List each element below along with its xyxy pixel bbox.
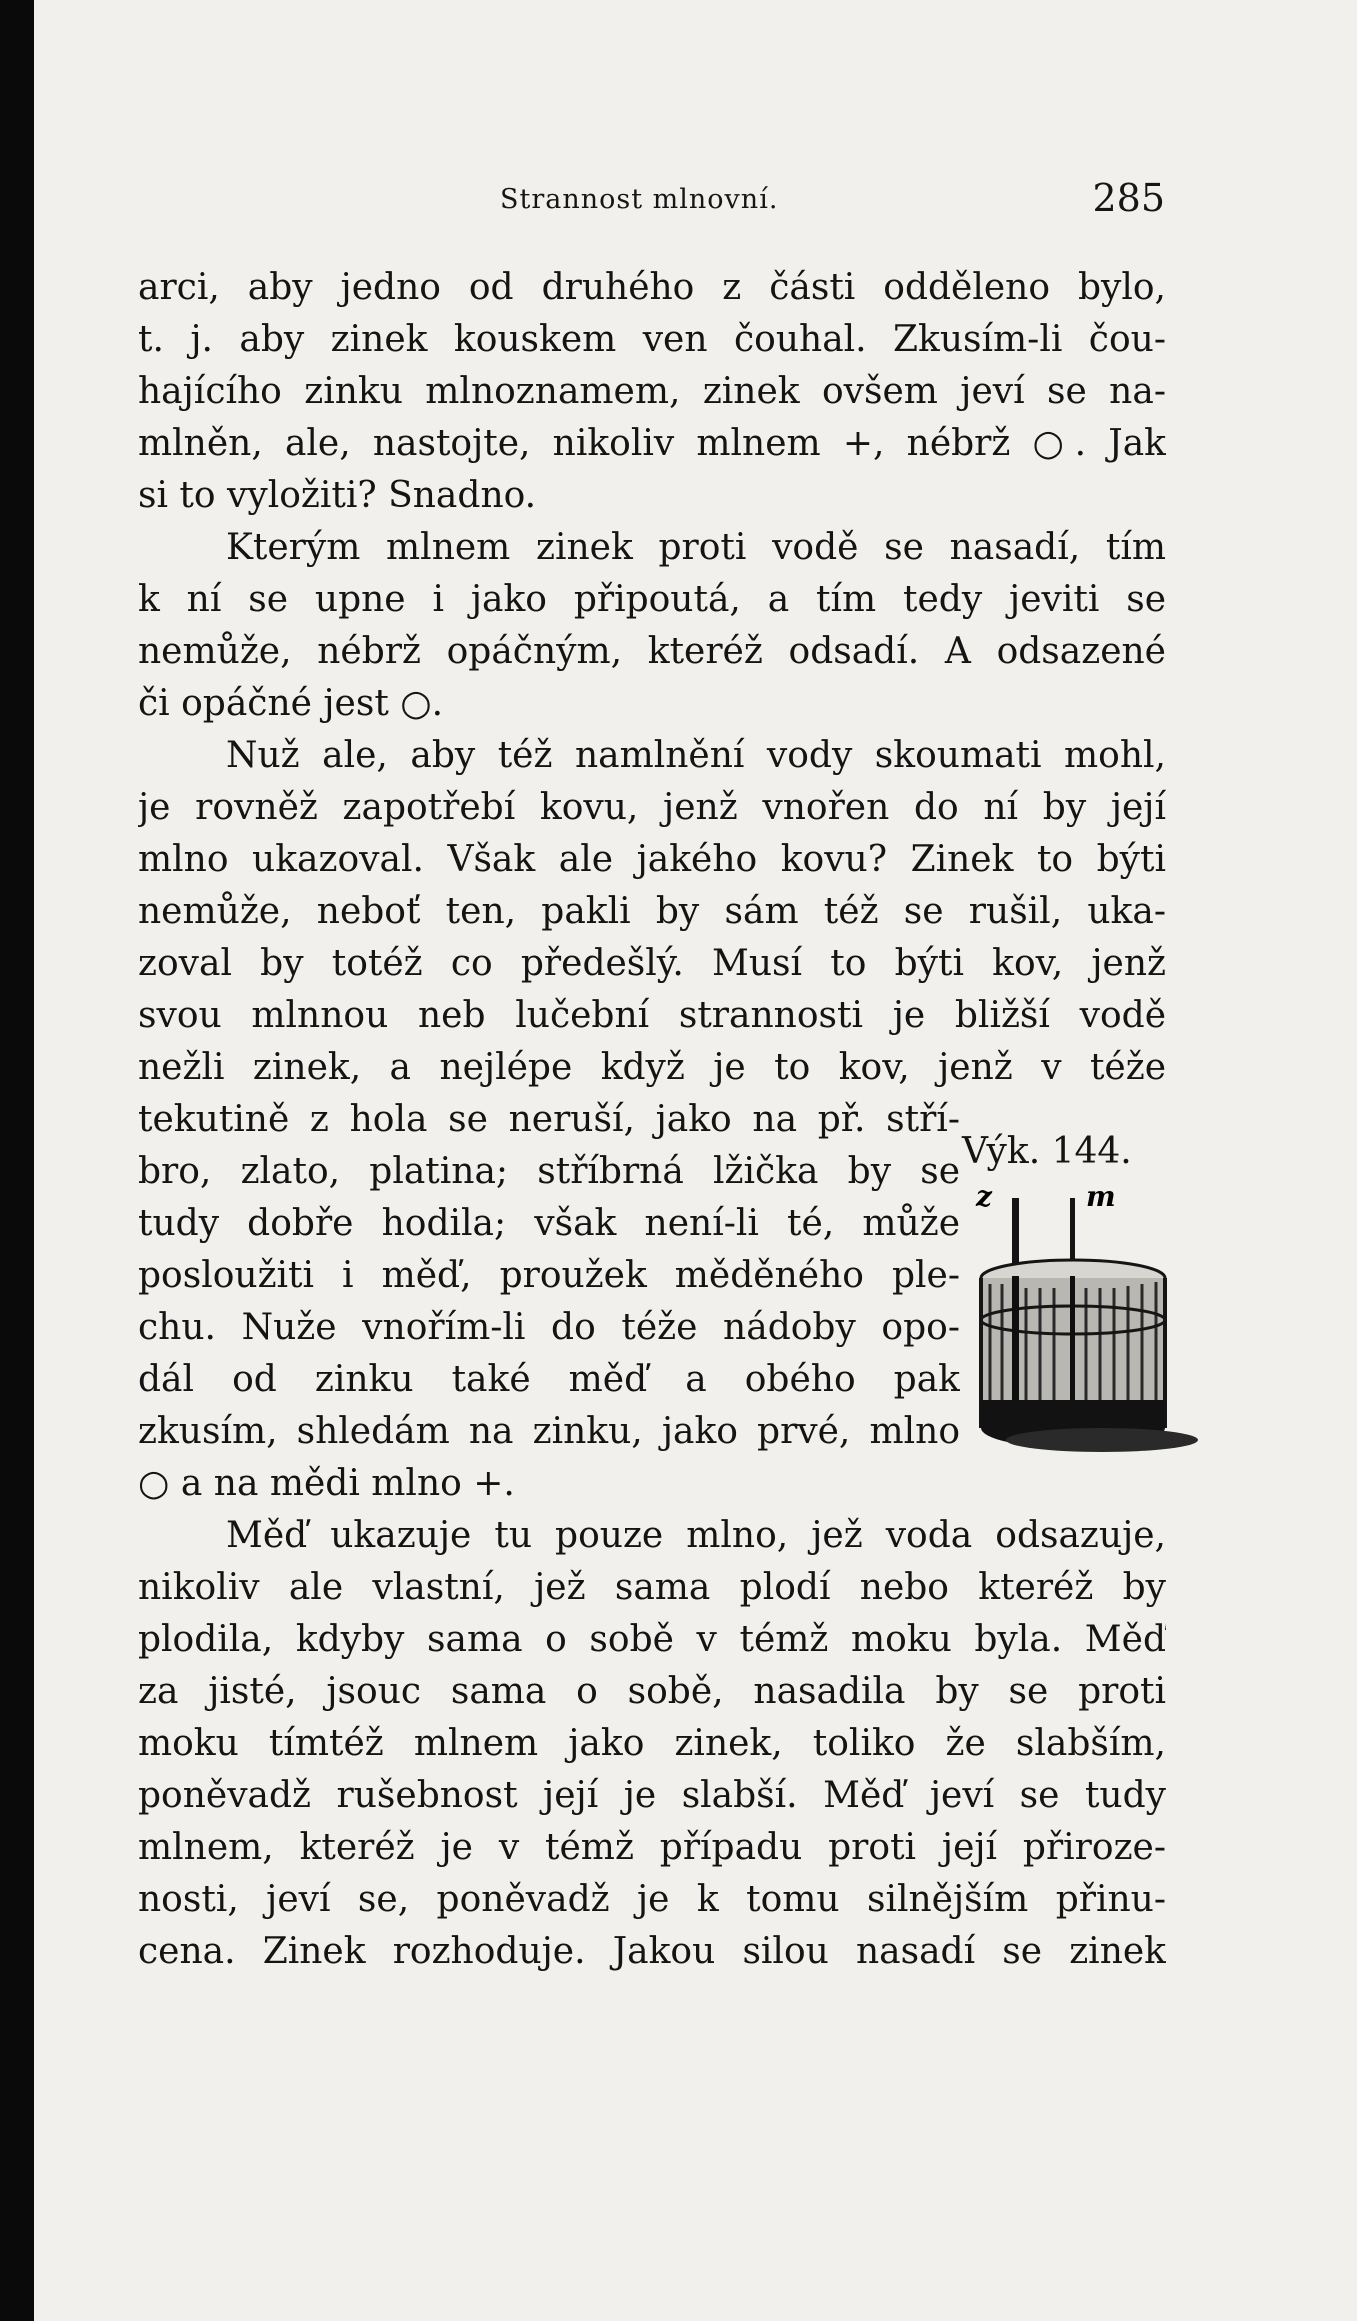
text-line: mlnem, kteréž je v témž případu proti její přiroze- [138, 1827, 1166, 1868]
text-line: nežli zinek, a nejlépe když je to kov, jenž v téže [138, 1047, 1166, 1088]
text-line: za jisté, jsouc sama o sobě, nasadila by se proti [138, 1671, 1166, 1712]
text-line: posloužiti i měď, proužek měděného ple- [138, 1255, 960, 1296]
text-line: si to vyložiti? Snadno. [138, 475, 537, 516]
text-line: poněvadž rušebnost její je slabší. Měď jeví se tudy [138, 1775, 1166, 1816]
page-header [500, 176, 1165, 226]
text-line: Kterým mlnem zinek proti vodě se nasadí, tím [226, 527, 1166, 568]
text-line: hajícího zinku mlnoznamem, zinek ovšem jeví se na- [138, 371, 1166, 412]
text-line: mlno ukazoval. Však ale jakého kovu? Zinek to býti [138, 839, 1166, 880]
book-spine [0, 0, 34, 2321]
text-line: Nuž ale, aby též namlnění vody skoumati mohl, [226, 735, 1166, 776]
text-line: tekutině z hola se neruší, jako na př. stří- [138, 1099, 960, 1140]
text-line: tudy dobře hodila; však není-li té, může [138, 1203, 960, 1244]
running-title: Strannost mlnovní. [500, 184, 779, 215]
text-line: zoval by totéž co předešlý. Musí to býti kov, jenž [138, 943, 1166, 984]
text-line: je rovněž zapotřebí kovu, jenž vnořen do ní by její [138, 787, 1166, 828]
page-number: 285 [1092, 176, 1165, 220]
text-line: nikoliv ale vlastní, jež sama plodí nebo kteréž by [138, 1567, 1166, 1608]
text-line: t. j. aby zinek kouskem ven čouhal. Zkusím-li čou- [138, 319, 1166, 360]
text-line: mlněn, ale, nastojte, nikoliv mlnem +, nébrž ○. Jak [138, 423, 1166, 464]
text-line: nosti, jeví se, poněvadž je k tomu silnějším přinu- [138, 1879, 1166, 1920]
galvanic-cell-illustration [962, 1188, 1204, 1474]
book-page [34, 0, 1357, 2321]
figure-label-copper: m [1086, 1180, 1116, 1213]
text-line: chu. Nuže vnořím-li do téže nádoby opo- [138, 1307, 960, 1348]
figure-144 [962, 1128, 1204, 1474]
text-line: nemůže, nébrž opáčným, kteréž odsadí. A odsazené [138, 631, 1166, 672]
text-line: k ní se upne i jako připoutá, a tím tedy jeviti se [138, 579, 1166, 620]
figure-caption: Výk. 144. [962, 1131, 1132, 1172]
text-line: či opáčné jest ○. [138, 683, 444, 724]
text-line: arci, aby jedno od druhého z části odděleno bylo, [138, 267, 1166, 308]
text-line: ○ a na mědi mlno +. [138, 1463, 515, 1504]
figure-label-zinc: z [976, 1180, 992, 1213]
text-line: Měď ukazuje tu pouze mlno, jež voda odsazuje, [226, 1515, 1166, 1556]
text-line: nemůže, neboť ten, pakli by sám též se rušil, uka- [138, 891, 1166, 932]
body-text [138, 262, 1166, 1978]
text-line: plodila, kdyby sama o sobě v témž moku byla. Měď [138, 1619, 1166, 1660]
text-line: zkusím, shledám na zinku, jako prvé, mlno [138, 1411, 960, 1452]
text-line: bro, zlato, platina; stříbrná lžička by se [138, 1151, 960, 1192]
text-line: moku tímtéž mlnem jako zinek, toliko že slabším, [138, 1723, 1166, 1764]
text-line: cena. Zinek rozhoduje. Jakou silou nasadí se zinek [138, 1931, 1166, 1972]
text-line: svou mlnnou neb lučební strannosti je bližší vodě [138, 995, 1166, 1036]
text-line: dál od zinku také měď a obého pak [138, 1359, 960, 1400]
